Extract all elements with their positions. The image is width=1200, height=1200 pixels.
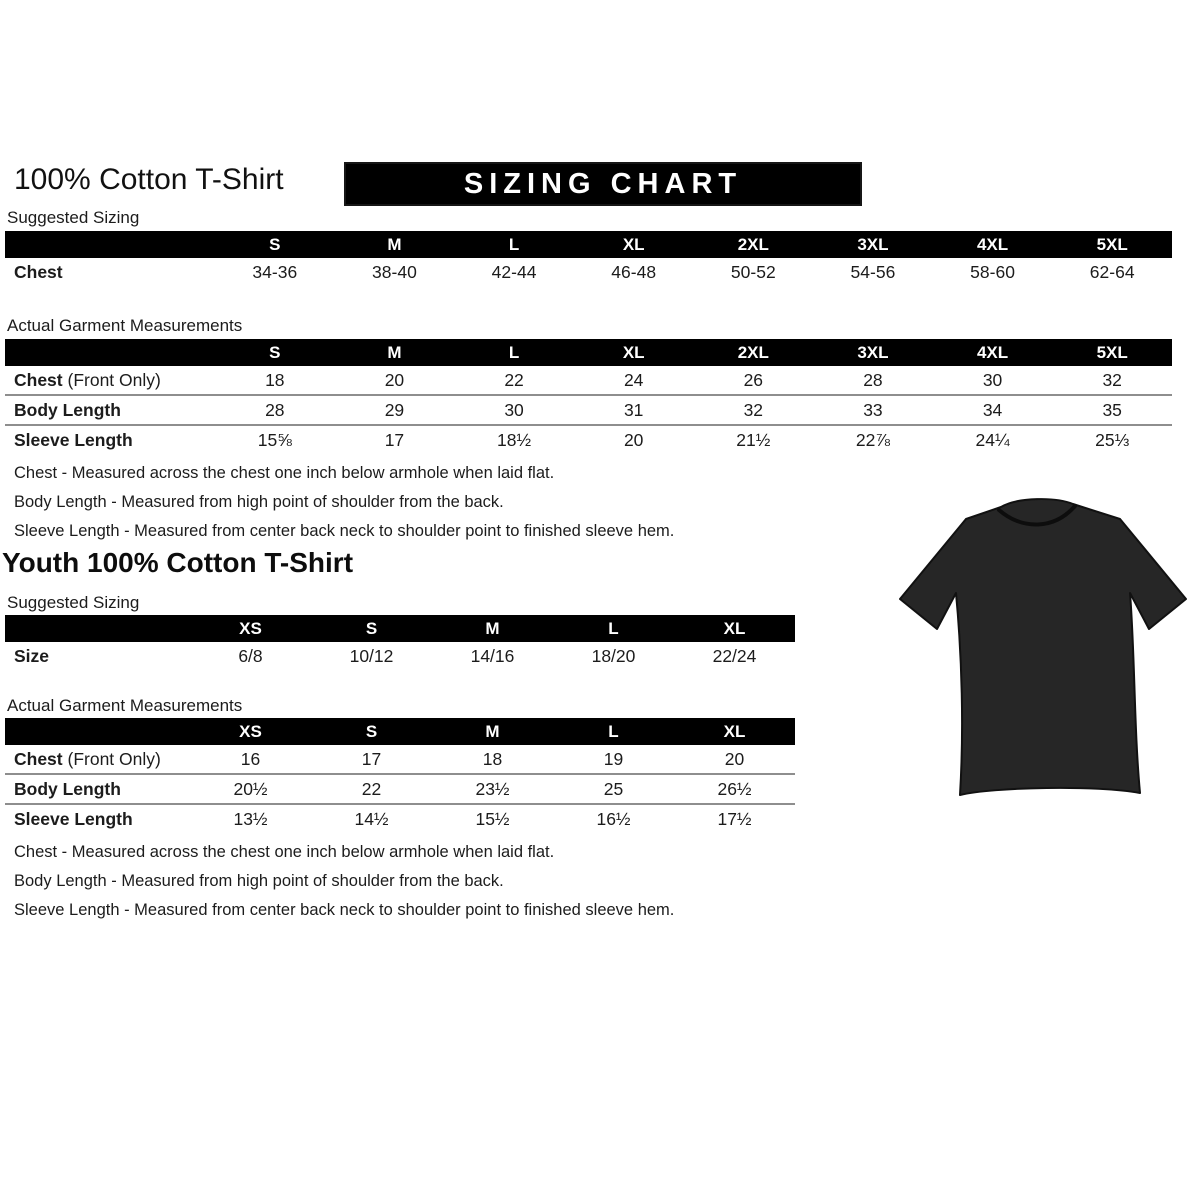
measurement-cell: 17 <box>361 748 382 769</box>
measurement-cell: 25⅓ <box>1095 429 1130 450</box>
measurement-cell: 19 <box>603 748 624 769</box>
note-body-length: Body Length - Measured from high point of shoulder from the back. <box>14 493 504 511</box>
note-chest: Chest - Measured across the chest one inch below armhole when laid flat. <box>14 843 555 861</box>
measurement-cell: 30 <box>982 369 1003 390</box>
size-column-header: M <box>387 234 402 254</box>
measurement-cell: 6/8 <box>238 645 263 666</box>
measurement-cell: 28 <box>265 399 285 420</box>
size-column-header: 5XL <box>1096 234 1128 254</box>
size-column-header: M <box>485 721 500 741</box>
measurement-cell: 16½ <box>596 808 631 829</box>
measurement-cell: 10/12 <box>349 645 394 666</box>
size-column-header: S <box>269 342 281 362</box>
size-column-header: 5XL <box>1096 342 1128 362</box>
measurement-cell: 58-60 <box>970 261 1015 282</box>
measurement-cell: 42-44 <box>491 261 537 282</box>
measurement-cell: 15½ <box>475 808 510 829</box>
size-column-header: M <box>485 618 500 638</box>
note-sleeve-length: Sleeve Length - Measured from center back neck to shoulder point to finished sleeve hem. <box>14 522 675 540</box>
table-row <box>5 366 1172 394</box>
size-column-header: S <box>365 721 378 741</box>
measurement-cell: 22 <box>361 778 382 799</box>
measurement-cell: 22⅞ <box>855 429 890 450</box>
youth-suggested-heading: Suggested Sizing <box>7 593 140 612</box>
note-sleeve-length: Sleeve Length - Measured from center back neck to shoulder point to finished sleeve hem. <box>14 901 675 919</box>
measurement-cell: 24¼ <box>975 429 1010 450</box>
size-column-header: XL <box>723 721 746 741</box>
measurement-cell: 17½ <box>717 808 752 829</box>
size-column-header: 3XL <box>857 342 889 362</box>
measurement-cell: 14/16 <box>470 645 515 666</box>
measurement-cell: 25 <box>603 778 624 799</box>
measurement-cell: 14½ <box>354 808 389 829</box>
adult-title: 100% Cotton T-Shirt <box>14 163 284 196</box>
measurement-cell: 18 <box>265 369 285 390</box>
size-column-header: XL <box>723 618 746 638</box>
measurement-cell: 13½ <box>233 808 268 829</box>
measurement-cell: 29 <box>384 399 405 420</box>
youth-actual-table <box>5 718 795 833</box>
measurement-cell: 24 <box>623 369 644 390</box>
measurement-cell: 35 <box>1102 399 1122 420</box>
table-row <box>5 394 1172 424</box>
measurement-cell: 34-36 <box>252 261 298 282</box>
measurement-cell: 20 <box>384 369 405 390</box>
measurement-cell: 38-40 <box>372 261 417 282</box>
note-body-length: Body Length - Measured from high point of shoulder from the back. <box>14 872 504 890</box>
measurement-cell: 18/20 <box>591 645 636 666</box>
size-column-header: S <box>365 618 378 638</box>
size-column-header: 2XL <box>737 342 769 362</box>
adult-actual-heading: Actual Garment Measurements <box>7 316 243 335</box>
measurement-cell: 26½ <box>717 778 752 799</box>
measurement-cell: 18½ <box>497 429 532 450</box>
row-label: Size <box>14 645 50 666</box>
tshirt-image <box>898 497 1188 802</box>
size-column-header: L <box>508 234 520 254</box>
youth-suggested-table <box>5 615 795 670</box>
measurement-cell: 54-56 <box>850 261 896 282</box>
size-column-header: L <box>508 342 520 362</box>
row-label: Body Length <box>14 778 121 799</box>
measurement-cell: 22/24 <box>712 645 757 666</box>
measurement-cell: 32 <box>1102 369 1122 390</box>
measurement-cell: 15⅝ <box>257 429 292 450</box>
measurement-cell: 23½ <box>475 778 510 799</box>
measurement-cell: 34 <box>982 399 1003 420</box>
sizing-chart-banner-text: SIZING CHART <box>463 167 743 200</box>
size-column-header: L <box>608 618 619 638</box>
measurement-cell: 18 <box>482 748 503 769</box>
measurement-cell: 30 <box>504 399 524 420</box>
adult-suggested-table <box>5 231 1172 286</box>
measurement-cell: 22 <box>504 369 524 390</box>
row-label: Chest <box>14 261 63 282</box>
table-row <box>5 773 795 803</box>
table-header-row <box>5 615 795 642</box>
measurement-cell: 16 <box>240 748 261 769</box>
adult-measurement-notes <box>14 459 674 546</box>
row-label: Sleeve Length <box>14 429 133 450</box>
measurement-cell: 20 <box>623 429 644 450</box>
row-label: Chest (Front Only) <box>14 369 161 390</box>
size-column-header: M <box>387 342 402 362</box>
measurement-cell: 28 <box>863 369 883 390</box>
table-header-row <box>5 231 1172 258</box>
youth-title: Youth 100% Cotton T-Shirt <box>2 547 354 578</box>
size-column-header: XS <box>239 618 262 638</box>
measurement-cell: 31 <box>623 399 644 420</box>
measurement-cell: 26 <box>743 369 764 390</box>
row-label: Sleeve Length <box>14 808 133 829</box>
size-column-header: 4XL <box>976 342 1009 362</box>
measurement-cell: 20½ <box>233 778 268 799</box>
size-column-header: XL <box>622 234 645 254</box>
measurement-cell: 32 <box>743 399 764 420</box>
size-column-header: 3XL <box>857 234 889 254</box>
size-column-header: 4XL <box>976 234 1009 254</box>
youth-actual-heading: Actual Garment Measurements <box>7 696 243 715</box>
table-row <box>5 424 1172 454</box>
youth-measurement-notes <box>14 838 674 925</box>
size-column-header: 2XL <box>737 234 769 254</box>
measurement-cell: 21½ <box>736 429 771 450</box>
size-column-header: XL <box>622 342 645 362</box>
table-header-row <box>5 339 1172 366</box>
row-label: Body Length <box>14 399 121 420</box>
size-column-header: XS <box>239 721 262 741</box>
measurement-cell: 17 <box>384 429 405 450</box>
row-label: Chest (Front Only) <box>14 748 161 769</box>
size-column-header: L <box>608 721 619 741</box>
measurement-cell: 20 <box>724 748 745 769</box>
size-column-header: S <box>269 234 281 254</box>
sizing-chart-banner <box>346 164 860 204</box>
table-row <box>5 642 795 670</box>
measurement-cell: 50-52 <box>730 261 776 282</box>
table-row <box>5 258 1172 286</box>
table-header-row <box>5 718 795 745</box>
measurement-cell: 33 <box>863 399 883 420</box>
measurement-cell: 62-64 <box>1089 261 1135 282</box>
adult-suggested-heading: Suggested Sizing <box>7 208 140 227</box>
table-row <box>5 803 795 833</box>
tshirt-body <box>900 499 1186 795</box>
note-chest: Chest - Measured across the chest one inch below armhole when laid flat. <box>14 464 555 482</box>
table-row <box>5 745 795 773</box>
measurement-cell: 46-48 <box>611 261 657 282</box>
adult-actual-table <box>5 339 1172 454</box>
